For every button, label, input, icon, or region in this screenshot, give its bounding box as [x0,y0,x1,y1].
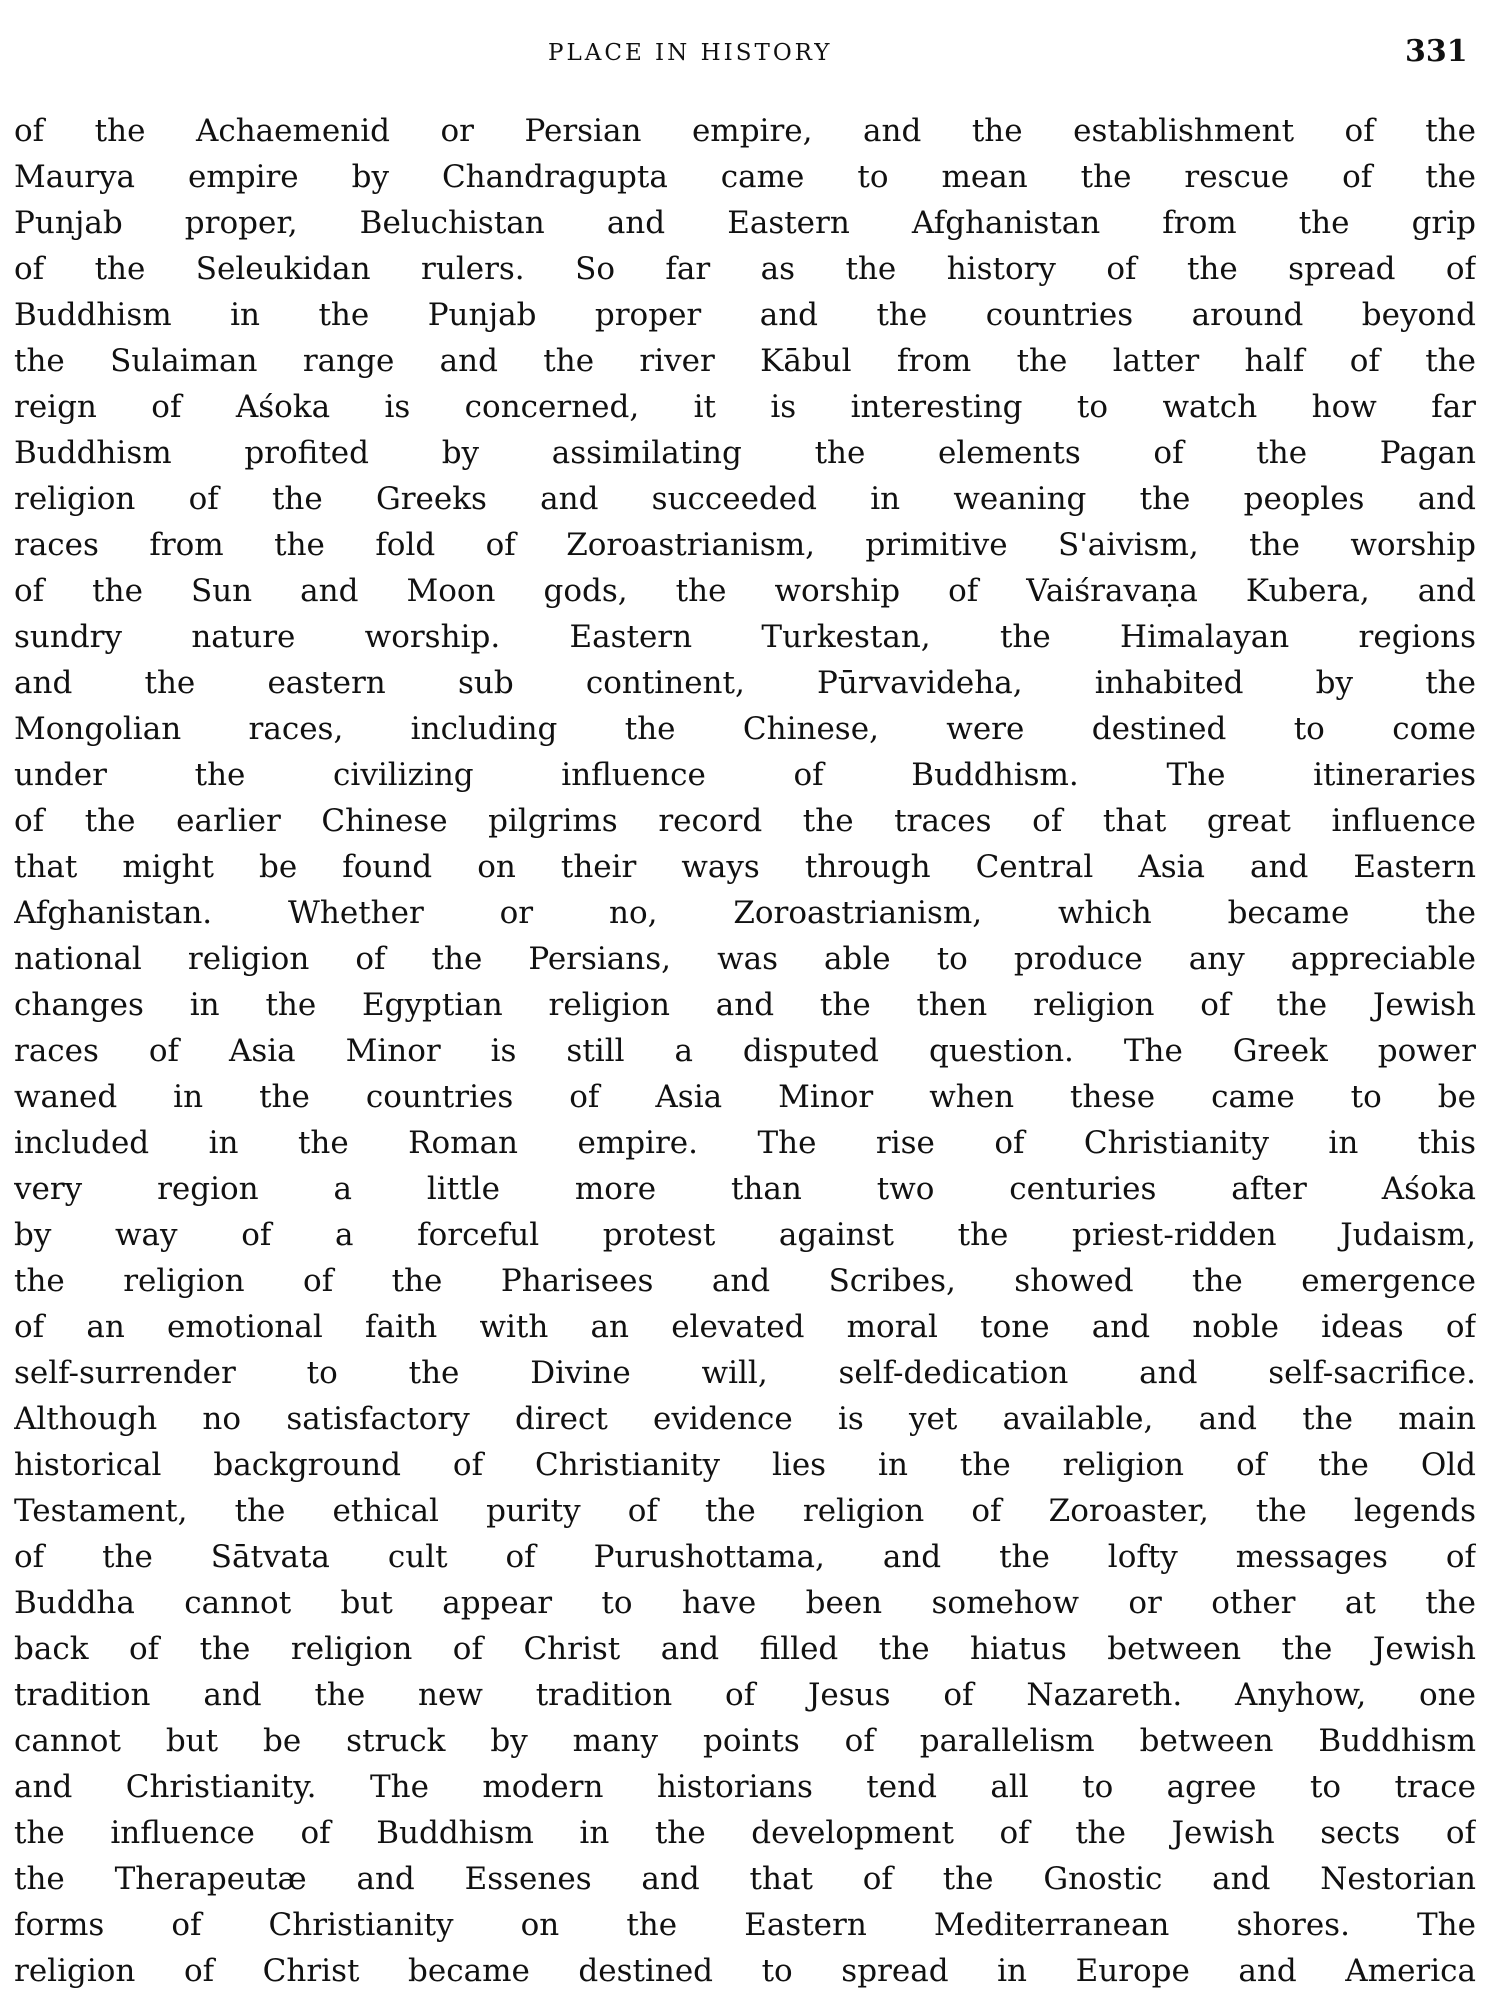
text-line: included in the Roman empire. The rise of Christianity in this [14,1125,1476,1161]
text-line: by way of a forceful protest against the priest-ridden Judaism, [14,1217,1476,1253]
text-line: and Christianity. The modern historians tend all to agree to trace [14,1769,1476,1805]
text-line: Buddhism profited by assimilating the elements of the Pagan [14,435,1476,471]
text-line: Mongolian races, including the Chinese, were destined to come [14,711,1476,747]
text-line: very region a little more than two centuries after Aśoka [14,1171,1476,1207]
text-line: of the Seleukidan rulers. So far as the history of the spread of [14,251,1476,287]
text-line: of the Sātvata cult of Purushottama, and the lofty messages of [14,1539,1476,1575]
text-line: back of the religion of Christ and filled the hiatus between the Jewish [14,1631,1476,1667]
text-line: Punjab proper, Beluchistan and Eastern Afghanistan from the grip [14,205,1476,241]
body-text [14,108,1476,1994]
text-line: national religion of the Persians, was able to produce any appreciable [14,941,1476,977]
text-line: of the Sun and Moon gods, the worship of Vaiśravaṇa Kubera, and [14,573,1476,609]
text-line: of an emotional faith with an elevated moral tone and noble ideas of [14,1309,1476,1345]
text-line: Buddha cannot but appear to have been somehow or other at the [14,1585,1476,1621]
text-line: the Therapeutæ and Essenes and that of the Gnostic and Nestorian [14,1861,1476,1897]
text-line: changes in the Egyptian religion and the then religion of the Jewish [14,987,1476,1023]
page-number: 331 [1405,34,1468,69]
text-line: the Sulaiman range and the river Kābul from the latter half of the [14,343,1476,379]
text-line: waned in the countries of Asia Minor when these came to be [14,1079,1476,1115]
text-line: races from the fold of Zoroastrianism, primitive S'aivism, the worship [14,527,1476,563]
text-line: historical background of Christianity lies in the religion of the Old [14,1447,1476,1483]
text-line: the religion of the Pharisees and Scribes, showed the emergence [14,1263,1476,1299]
text-line: Testament, the ethical purity of the religion of Zoroaster, the legends [14,1493,1476,1529]
text-line: religion of the Greeks and succeeded in weaning the peoples and [14,481,1476,517]
text-line: the influence of Buddhism in the development of the Jewish sects of [14,1815,1476,1851]
text-line: Although no satisfactory direct evidence is yet available, and the main [14,1401,1476,1437]
text-line: cannot but be struck by many points of parallelism between Buddhism [14,1723,1476,1759]
text-line: religion of Christ became destined to spread in Europe and America [14,1953,1476,1989]
text-line: under the civilizing influence of Buddhism. The itineraries [14,757,1476,793]
text-line: reign of Aśoka is concerned, it is interesting to watch how far [14,389,1476,425]
text-line: Maurya empire by Chandragupta came to mean the rescue of the [14,159,1476,195]
text-line: that might be found on their ways through Central Asia and Eastern [14,849,1476,885]
text-line: Afghanistan. Whether or no, Zoroastrianism, which became the [14,895,1476,931]
text-line: sundry nature worship. Eastern Turkestan, the Himalayan regions [14,619,1476,655]
text-line: of the Achaemenid or Persian empire, and the establishment of the [14,113,1476,149]
text-line: races of Asia Minor is still a disputed question. The Greek power [14,1033,1476,1069]
text-line: forms of Christianity on the Eastern Mediterranean shores. The [14,1907,1476,1943]
text-line: and the eastern sub continent, Pūrvavideha, inhabited by the [14,665,1476,701]
text-line: tradition and the new tradition of Jesus of Nazareth. Anyhow, one [14,1677,1476,1713]
text-line: of the earlier Chinese pilgrims record the traces of that great influence [14,803,1476,839]
text-line: Buddhism in the Punjab proper and the countries around beyond [14,297,1476,333]
running-head: PLACE IN HISTORY [548,40,833,66]
text-line: self-surrender to the Divine will, self-dedication and self-sacrifice. [14,1355,1476,1391]
